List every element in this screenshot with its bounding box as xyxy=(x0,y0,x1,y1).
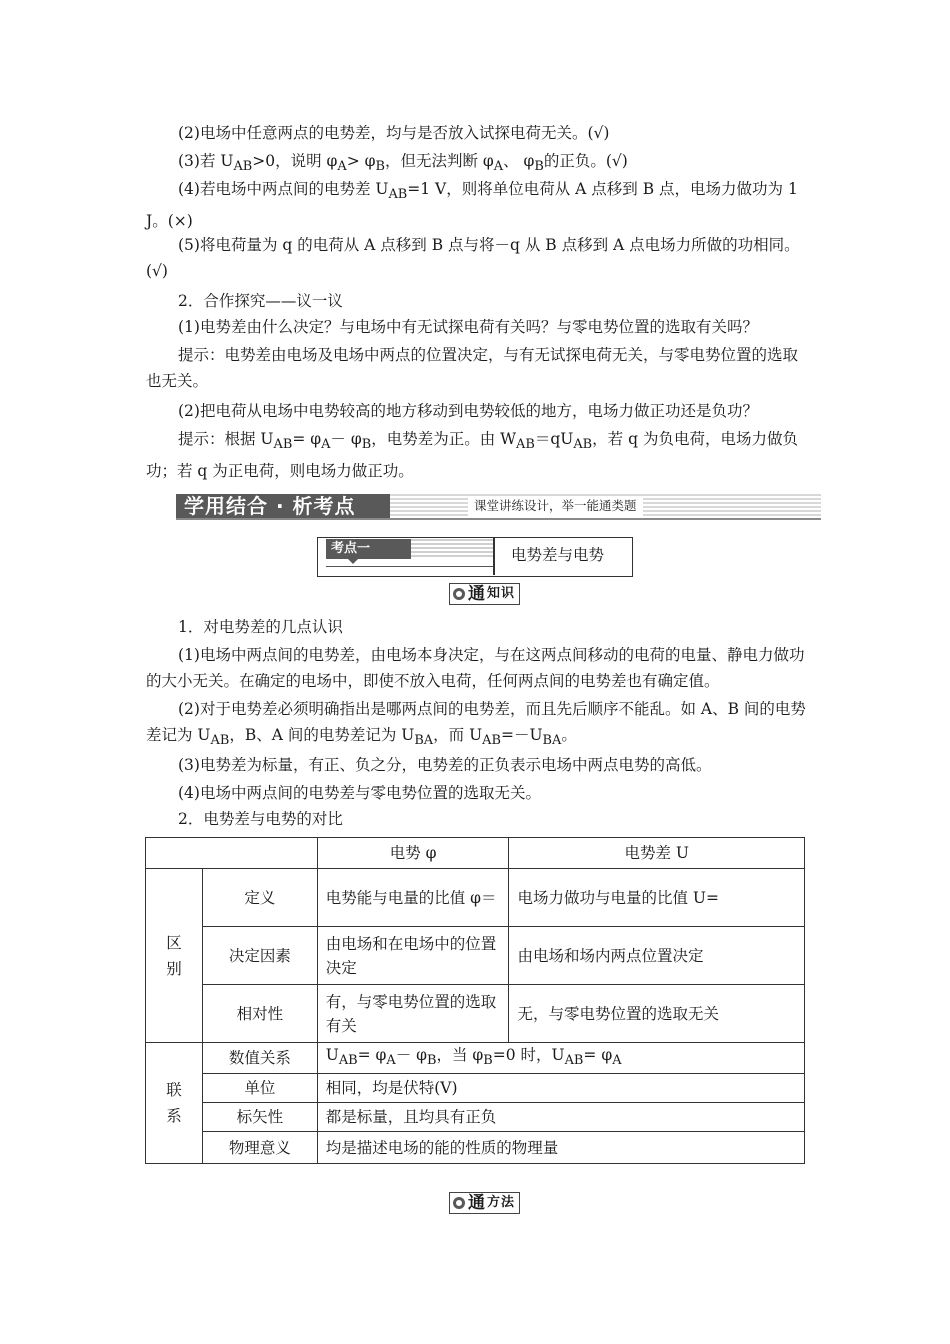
banner-title: 学用结合 · 析考点 xyxy=(176,494,390,518)
section-heading: 2．电势差与电势的对比 xyxy=(178,810,343,828)
table-cell: 有，与零电势位置的选取有关 xyxy=(317,985,509,1043)
question: (2)把电荷从电场中电势较高的地方移动到电势较低的地方，电场力做正功还是负功？ xyxy=(178,402,758,420)
topic-underline xyxy=(326,566,493,567)
topic-divider xyxy=(493,538,495,575)
badge-label: 知识 xyxy=(487,586,516,601)
table-row xyxy=(146,869,805,927)
section-banner xyxy=(176,494,821,520)
knowledge-badge xyxy=(449,583,520,605)
group-char: 区 别 xyxy=(166,933,182,978)
paragraph: (2)电场中任意两点的电势差，均与是否放入试探电荷无关。(√) xyxy=(178,124,610,142)
table-cell: $U_{AB}= \varphi_A- \varphi_B$，当 $\varphi_B=0$ 时，$U_{AB}= \varphi_A$ xyxy=(317,1043,804,1074)
topic-tag: 考点一 xyxy=(326,539,411,559)
topic-box xyxy=(317,537,633,577)
table-row xyxy=(146,1074,805,1103)
table-header-cell: 电势差 U xyxy=(509,838,805,869)
table-cell: 电势能与电量的比值 φ＝ xyxy=(317,869,509,927)
table-item-cell: 相对性 xyxy=(202,985,317,1043)
table-cell: 相同，均是伏特(V) xyxy=(317,1074,804,1103)
topic-tag-notch xyxy=(348,559,358,564)
table-row xyxy=(146,1043,805,1074)
method-badge xyxy=(449,1192,520,1214)
table-item-cell: 物理意义 xyxy=(202,1132,317,1164)
paragraph: (3)电势差为标量，有正、负之分，电势差的正负表示电场中两点电势的高低。 xyxy=(178,756,712,774)
hint: 提示：电势差由电场及电场中两点的位置决定，与有无试探电荷无关，与零电势位置的选取也无关。 xyxy=(146,346,799,390)
topic-tag-stripes xyxy=(411,539,493,559)
table-header-cell: 电势 φ xyxy=(317,838,509,869)
badge-big-char: 通 xyxy=(468,1193,485,1213)
table-row xyxy=(146,1103,805,1132)
group-label-difference xyxy=(146,869,203,1043)
banner-subtitle: 课堂讲练设计，举一能通类题 xyxy=(468,496,643,516)
group-label-connection xyxy=(146,1043,203,1164)
section-heading: 1．对电势差的几点认识 xyxy=(178,618,343,636)
table-row xyxy=(146,1132,805,1164)
table-item-cell: 决定因素 xyxy=(202,927,317,985)
table-item-cell: 标矢性 xyxy=(202,1103,317,1132)
badge-label: 方法 xyxy=(487,1195,516,1210)
paragraph: (5)将电荷量为 q 的电荷从 A 点移到 B 点与将－q 从 B 点移到 A 点电场力所做的功相同。(√) xyxy=(146,236,800,280)
table-corner-cell xyxy=(146,838,318,869)
table-cell: 由电场和场内两点位置决定 xyxy=(509,927,805,985)
paragraph: (3)若 $U_{AB}>0$，说明 $\varphi_A> \varphi_B$，但无法判断 $\varphi_A$、 $\varphi_B$的正负。(√) xyxy=(178,152,628,175)
table-item-cell: 单位 xyxy=(202,1074,317,1103)
table-item-cell: 定义 xyxy=(202,869,317,927)
heart-icon xyxy=(453,588,465,600)
table-cell: 无，与零电势位置的选取无关 xyxy=(509,985,805,1043)
table-row xyxy=(146,985,805,1043)
comparison-table xyxy=(145,837,805,1164)
heart-icon xyxy=(453,1197,465,1209)
section-heading: 2．合作探究——议一议 xyxy=(178,292,343,310)
hint: 提示：根据 $U_{AB}= \varphi_A- \varphi_B$，电势差为正。由 $W_{AB}=qU_{AB}$，若 q 为负电荷，电场力做负功；若 q 为正电荷，则电场力做正功。 xyxy=(146,430,798,481)
banner-underline xyxy=(176,518,821,520)
paragraph: (4)电场中两点间的电势差与零电势位置的选取无关。 xyxy=(178,784,541,802)
table-cell: 电场力做功与电量的比值 U= xyxy=(509,869,805,927)
table-item-cell: 数值关系 xyxy=(202,1043,317,1074)
paragraph: (1)电场中两点间的电势差，由电场本身决定，与在这两点间移动的电荷的电量、静电力做功的大小无关。在确定的电场中，即使不放入电荷，任何两点间的电势差也有确定值。 xyxy=(146,646,805,690)
table-header-row xyxy=(146,838,805,869)
paragraph: (2)对于电势差必须明确指出是哪两点间的电势差，而且先后顺序不能乱。如 A、B 间的电势差记为 $U_{AB}$，B、A 间的电势差记为 $U_{BA}$，而 $U_{AB}=-U_{BA}$。 xyxy=(146,700,806,749)
question: (1)电势差由什么决定？与电场中有无试探电荷有关吗？与零电势位置的选取有关吗？ xyxy=(178,318,758,336)
table-row xyxy=(146,927,805,985)
badge-big-char: 通 xyxy=(468,584,485,604)
table-cell: 均是描述电场的能的性质的物理量 xyxy=(317,1132,804,1164)
table-cell: 都是标量，且均具有正负 xyxy=(317,1103,804,1132)
topic-title: 电势差与电势 xyxy=(511,546,605,564)
group-char: 联 系 xyxy=(166,1081,182,1126)
table-cell: 由电场和在电场中的位置决定 xyxy=(317,927,509,985)
paragraph: (4)若电场中两点间的电势差 $U_{AB}=1$ V，则将单位电荷从 A 点移到 B 点，电场力做功为 1 J。(×) xyxy=(146,180,798,231)
